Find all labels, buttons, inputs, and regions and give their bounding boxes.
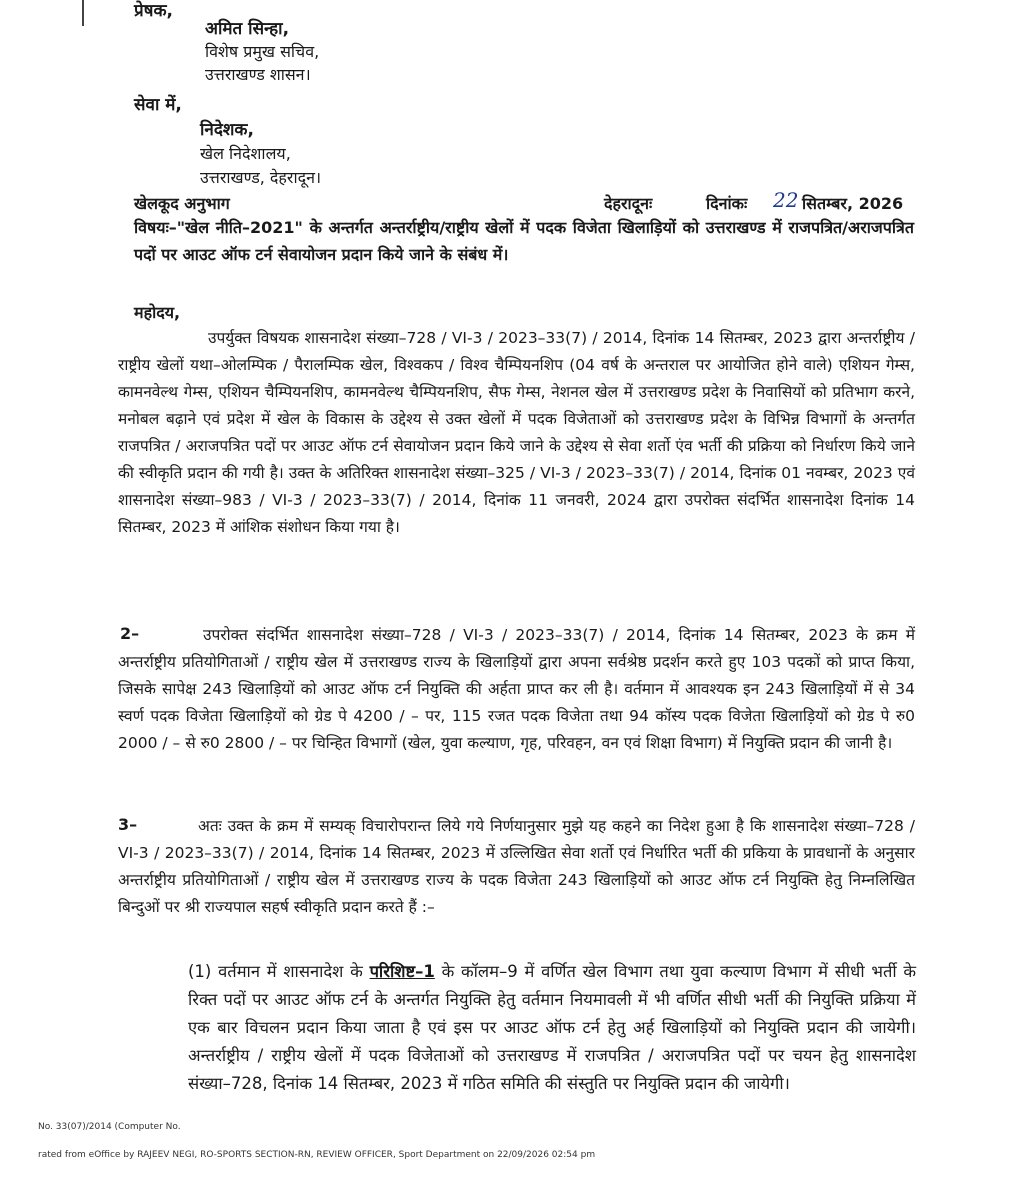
footer-generated-line: rated from eOffice by RAJEEV NEGI, RO-SPORTS SECTION-RN, REVIEW OFFICER, Sport Department on 22/09/2026 02:54 pm [38, 1150, 596, 1160]
section-name: खेलकूद अनुभाग [134, 194, 230, 213]
date-label: दिनांकः [706, 194, 748, 213]
sender-label: प्रेषक, [134, 1, 174, 21]
sender-designation: विशेष प्रमुख सचिव, [205, 42, 320, 61]
footer-file-reference: No. 33(07)/2014 (Computer No. [38, 1122, 181, 1132]
recipient-office: खेल निदेशालय, [200, 144, 291, 163]
recipient-title: निदेशक, [200, 120, 254, 140]
paragraph-3: अतः उक्त के क्रम में सम्यक् विचारोपरान्त लिये गये निर्णयानुसार मुझे यह कहने का निदेश हुआ है कि शासनादेश संख्या–728 / VI-3 / 2023–33(7) / 2014, दिनांक 14 सितम्बर, 2023 में उल्लिखित सेवा शर्तो एवं निर्धारित भर्ती की प्रकिया के प्रावधानों के अनुसार अन्तर्राष्ट्रीय प्रतियोगिताओं / राष्ट्रीय खेल में उत्तराखण्ड राज्य के पदक विजेता 243 खिलाड़ियों को आउट ऑफ टर्न नियुक्ति हेतु निम्नलिखित बिन्दुओं पर श्री राज्यपाल सहर्ष स्वीकृति प्रदान करते हैं :– [118, 817, 916, 916]
paragraph-1: उपर्युक्त विषयक शासनादेश संख्या–728 / VI-3 / 2023–33(7) / 2014, दिनांक 14 सितम्बर, 2023 द्वारा अन्तर्राष्ट्रीय / राष्ट्रीय खेलों यथा–ओलम्पिक / पैरालम्पिक खेल, विश्वकप / विश्व चैम्पियनशिप (04 वर्ष के अन्तराल पर आयोजित होने वाले) एशियन गेम्स, कामनवेल्थ गेम्स, एशियन चैम्पियनशिप, कामनवेल्थ चैम्पियनशिप, सैफ गेम्स, नेशनल खेल में उत्तराखण्ड प्रदेश के निवासियों को प्रतिभाग करने, मनोबल बढ़ाने एवं प्रदेश में खेल के विकास के उद्देश्य से उक्त खेलों में पदक विजेताओं को उत्तराखण्ड प्रदेश के विभिन्न विभागों के अन्तर्गत राजपत्रित / अराजपत्रित पदों पर आउट ऑफ टर्न सेवायोजन प्रदान किये जाने के उद्देश्य से सेवा शर्तो एंव भर्ती की प्रक्रिया को निर्धारण किये जाने की स्वीकृति प्रदान की गयी है। उक्त के अतिरिक्त शासनादेश संख्या–325 / VI-3 / 2023–33(7) / 2014, दिनांक 01 नवम्बर, 2023 एवं शासनादेश संख्या–983 / VI-3 / 2023–33(7) / 2014, दिनांक 11 जनवरी, 2024 द्वारा उपरोक्त संदर्भित शासनादेश दिनांक 14 सितम्बर, 2023 में आंशिक संशोधन किया गया है। [118, 329, 915, 536]
page-edge-line [82, 0, 84, 26]
date-month-year: सितम्बर, 2026 [802, 194, 904, 213]
place-name: देहरादूनः [604, 194, 653, 213]
sender-office: उत्तराखण्ड शासन। [205, 65, 311, 84]
point-1-text: के कॉलम–9 में वर्णित खेल विभाग तथा युवा कल्याण विभाग में सीधी भर्ती के रिक्त पदों पर आउट ऑफ टर्न के अन्तर्गत नियुक्ति हेतु वर्तमान नियमावली में भी वर्णित सीधी भर्ती की नियुक्ति प्रक्रिया में एक बार विचलन प्रदान किया जाता है एवं इस पर आउट ऑफ टर्न हेतु अर्ह खिलाड़ियों को नियुक्ति प्रदान की जायेगी।अन्तर्राष्ट्रीय / राष्ट्रीय खेलों में पदक विजेताओं को उत्तराखण्ड में राजपत्रित / अराजपत्रित पदों पर चयन हेतु शासनादेश संख्या–728, दिनांक 14 सितम्बर, 2023 में गठित समिति की संस्तुति पर नियुक्ति प्रदान की जायेगी। [188, 962, 917, 1093]
annexure-1-link: परिशिष्ट–1 [369, 962, 435, 981]
recipient-place: उत्तराखण्ड, देहरादून। [200, 168, 322, 187]
subject-line: विषयः–"खेल नीति–2021" के अन्तर्गत अन्तर्राष्ट्रीय/राष्ट्रीय खेलों में पदक विजेता खिलाड़ियों को उत्तराखण्ड में राजपत्रित/अराजपत्रित पदों पर आउट ऑफ टर्न सेवायोजन प्रदान किये जाने के संबंध में। [134, 218, 914, 264]
date-day-handwritten: 22 [773, 188, 799, 212]
paragraph-2: उपरोक्त संदर्भित शासनादेश संख्या–728 / VI-3 / 2023–33(7) / 2014, दिनांक 14 सितम्बर, 2023 के क्रम में अन्तर्राष्ट्रीय प्रतियोगिताओं / राष्ट्रीय खेल में उत्तराखण्ड राज्य के खिलाड़ियों द्वारा अपना सर्वश्रेष्ठ प्रदर्शन करते हुए 103 पदकों को प्राप्त किया, जिसके सापेक्ष 243 खिलाड़ियों को आउट ऑफ टर्न नियुक्ति की अर्हता प्राप्त कर ली है। वर्तमान में आवश्यक इन 243 खिलाड़ियों में से 34 स्वर्ण पदक विजेता खिलाड़ियों को ग्रेड पे 4200 / – पर, 115 रजत पदक विजेता तथा 94 कॉस्य पदक विजेता खिलाड़ियों को ग्रेड पे रु0 2000 / – से रु0 2800 / – पर चिन्हित विभागों (खेल, युवा कल्याण, गृह, परिवहन, वन एवं शिक्षा विभाग) में नियुक्ति प्रदान की जानी है। [118, 626, 915, 752]
recipient-label: सेवा में, [134, 95, 182, 115]
paragraph-3-number: 3– [118, 815, 138, 834]
point-1-prefix: (1) वर्तमान में शासनादेश के [188, 962, 363, 981]
paragraph-2-number: 2– [120, 624, 140, 643]
point-1 [188, 958, 916, 1098]
sender-name: अमित सिन्हा, [205, 19, 290, 39]
salutation: महोदय, [134, 303, 181, 322]
